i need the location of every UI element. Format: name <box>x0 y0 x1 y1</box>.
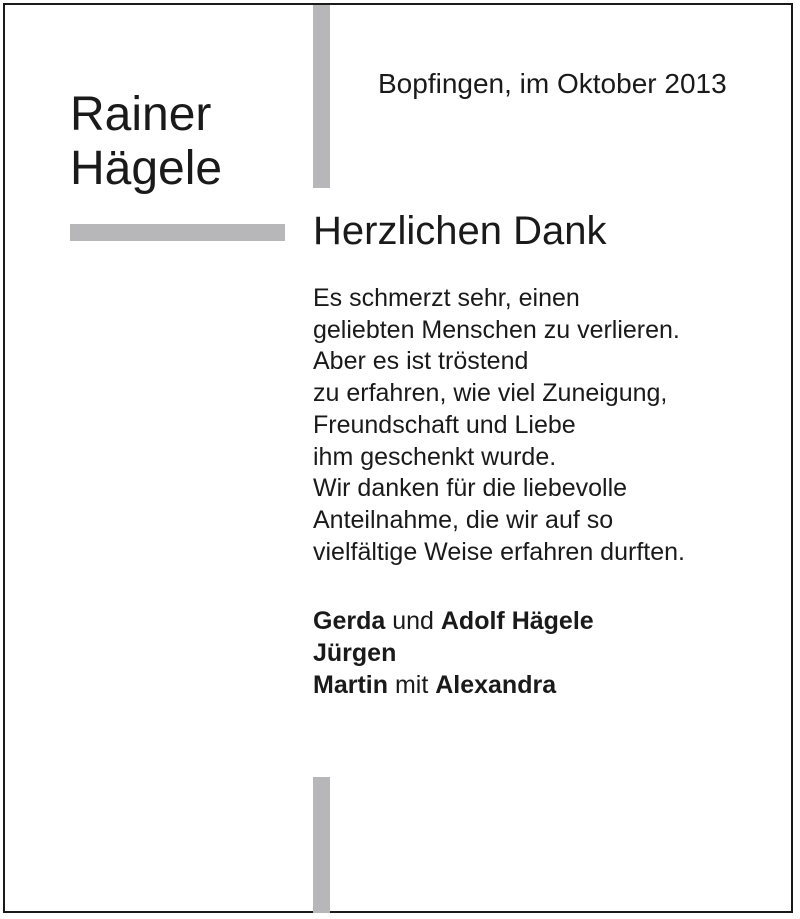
signature-name: Martin <box>313 671 388 699</box>
cross-horizontal-bar <box>70 224 285 241</box>
notice-heading: Herzlichen Dank <box>313 209 607 253</box>
message-line: vielfältige Weise erfahren durften. <box>313 537 685 566</box>
deceased-name <box>70 88 222 196</box>
signature-line <box>313 605 594 637</box>
signature-name: Alexandra <box>435 671 557 699</box>
message-line: Es schmerzt sehr, einen <box>313 284 580 312</box>
signature-name: Adolf Hägele <box>440 607 594 635</box>
signature-connector: mit <box>388 671 436 699</box>
signatures-block <box>313 605 594 701</box>
message-text <box>313 283 685 568</box>
cross-vertical-bottom-bar <box>313 777 330 913</box>
message-line: geliebten Menschen zu verlieren. <box>313 315 680 344</box>
place-date-line: Bopfingen, im Oktober 2013 <box>378 68 727 99</box>
signature-line <box>313 637 594 669</box>
deceased-last-name: Hägele <box>70 142 223 195</box>
message-line: Anteilnahme, die wir auf so <box>313 505 614 534</box>
signature-name: Gerda <box>313 607 386 635</box>
message-line: Aber es ist tröstend <box>313 347 529 376</box>
message-line: zu erfahren, wie viel Zuneigung, <box>313 379 668 408</box>
deceased-first-name: Rainer <box>70 88 212 141</box>
signature-line <box>313 669 594 701</box>
message-line: ihm geschenkt wurde. <box>313 442 557 471</box>
signature-connector: und <box>385 607 441 635</box>
signature-name: Jürgen <box>313 639 397 667</box>
message-line: Freundschaft und Liebe <box>313 410 576 439</box>
message-line: Wir danken für die liebevolle <box>313 474 628 503</box>
cross-vertical-top-bar <box>313 5 330 188</box>
